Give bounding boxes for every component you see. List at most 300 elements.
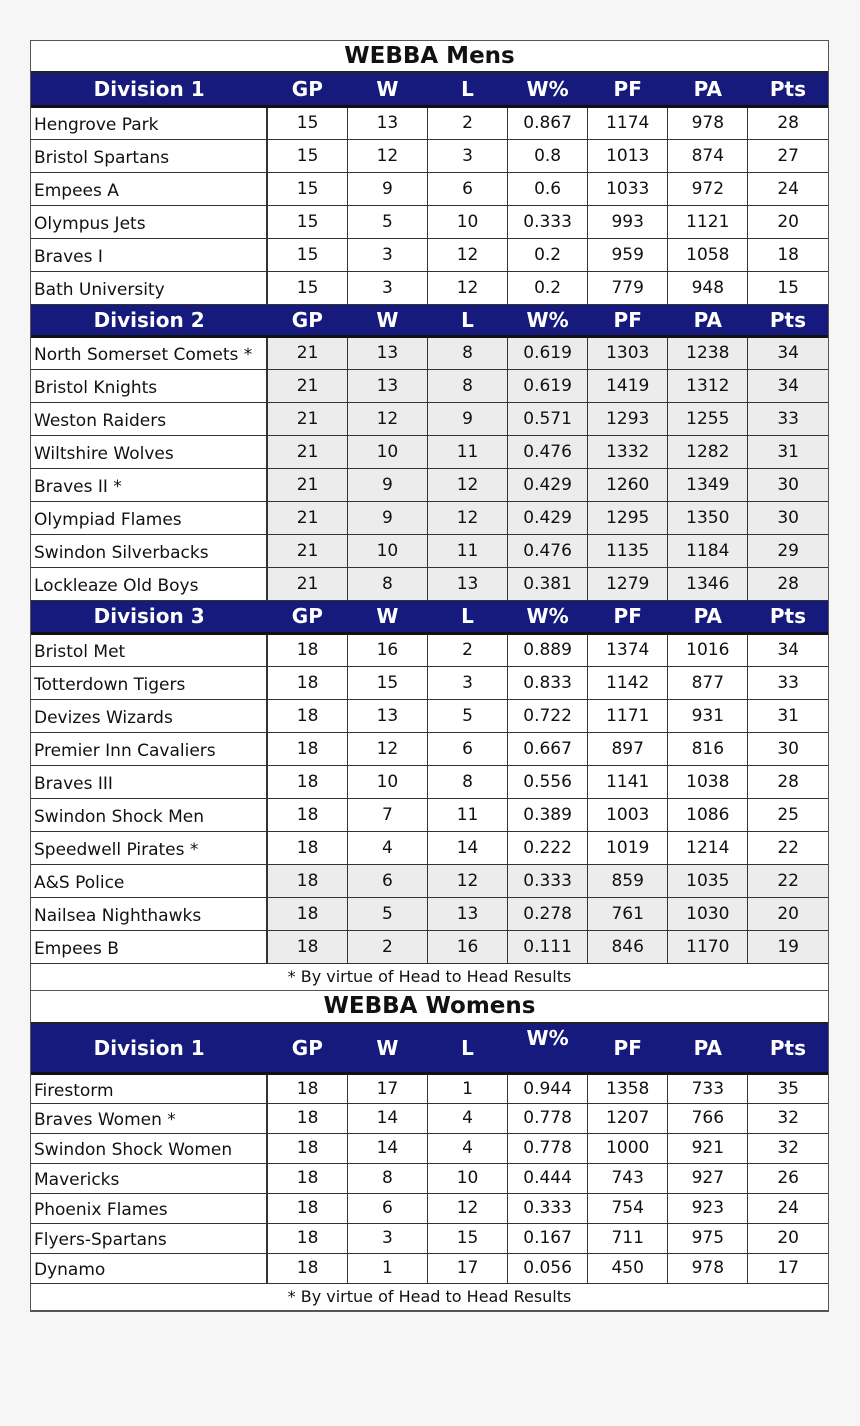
stat-cell: 10 — [347, 534, 427, 567]
stat-cell: 0.6 — [508, 172, 588, 205]
stat-cell: 978 — [668, 106, 748, 139]
column-header: PF — [588, 1023, 668, 1073]
stat-cell: 17 — [347, 1073, 427, 1103]
column-header: PA — [668, 600, 748, 633]
stat-cell: 30 — [748, 468, 828, 501]
stat-cell: 26 — [748, 1163, 828, 1193]
stat-cell: 0.833 — [508, 666, 588, 699]
table-row — [31, 666, 828, 699]
stat-cell: 1282 — [668, 435, 748, 468]
stat-cell: 34 — [748, 633, 828, 666]
stat-cell: 15 — [267, 106, 347, 139]
stat-cell: 25 — [748, 798, 828, 831]
column-header: PA — [668, 72, 748, 106]
stat-cell: 1184 — [668, 534, 748, 567]
stat-cell: 21 — [267, 567, 347, 600]
stat-cell: 733 — [668, 1073, 748, 1103]
column-header: W — [347, 72, 427, 106]
table-row — [31, 534, 828, 567]
stat-cell: 18 — [267, 1253, 347, 1283]
table-row — [31, 699, 828, 732]
mens-title-row — [31, 41, 828, 72]
stat-cell: 9 — [347, 501, 427, 534]
team-name: Totterdown Tigers — [31, 666, 267, 699]
stat-cell: 14 — [347, 1103, 427, 1133]
team-name: Hengrove Park — [31, 106, 267, 139]
table-row — [31, 633, 828, 666]
table-row — [31, 567, 828, 600]
stat-cell: 1303 — [588, 336, 668, 369]
stat-cell: 22 — [748, 864, 828, 897]
column-header: PF — [588, 72, 668, 106]
column-header: L — [427, 600, 507, 633]
stat-cell: 15 — [267, 139, 347, 172]
stat-cell: 4 — [427, 1133, 507, 1163]
stat-cell: 1142 — [588, 666, 668, 699]
division-label: Division 3 — [31, 600, 267, 633]
stat-cell: 754 — [588, 1193, 668, 1223]
table-row — [31, 435, 828, 468]
table-row — [31, 468, 828, 501]
column-header: GP — [267, 304, 347, 336]
table-row — [31, 501, 828, 534]
stat-cell: 1019 — [588, 831, 668, 864]
stat-cell: 4 — [427, 1103, 507, 1133]
stat-cell: 21 — [267, 336, 347, 369]
column-header: GP — [267, 1023, 347, 1073]
stat-cell: 0.167 — [508, 1223, 588, 1253]
stat-cell: 18 — [267, 1223, 347, 1253]
stat-cell: 1016 — [668, 633, 748, 666]
stat-cell: 18 — [267, 1133, 347, 1163]
standings-table — [31, 41, 828, 1311]
stat-cell: 0.333 — [508, 205, 588, 238]
stat-cell: 16 — [347, 633, 427, 666]
stat-cell: 27 — [748, 139, 828, 172]
column-header: PA — [668, 1023, 748, 1073]
stat-cell: 12 — [427, 1193, 507, 1223]
stat-cell: 17 — [748, 1253, 828, 1283]
stat-cell: 959 — [588, 238, 668, 271]
stat-cell: 13 — [427, 567, 507, 600]
stat-cell: 711 — [588, 1223, 668, 1253]
stat-cell: 15 — [267, 205, 347, 238]
stat-cell: 9 — [347, 468, 427, 501]
stat-cell: 8 — [427, 369, 507, 402]
stat-cell: 0.778 — [508, 1103, 588, 1133]
team-name: Braves II * — [31, 468, 267, 501]
team-name: Mavericks — [31, 1163, 267, 1193]
stat-cell: 0.222 — [508, 831, 588, 864]
stat-cell: 3 — [427, 139, 507, 172]
stat-cell: 31 — [748, 435, 828, 468]
table-row — [31, 1133, 828, 1163]
stat-cell: 3 — [347, 1223, 427, 1253]
team-name: Olympus Jets — [31, 205, 267, 238]
stat-cell: 859 — [588, 864, 668, 897]
stat-cell: 1030 — [668, 897, 748, 930]
table-row — [31, 271, 828, 304]
division-label: Division 1 — [31, 1023, 267, 1073]
column-header: W — [347, 600, 427, 633]
stat-cell: 29 — [748, 534, 828, 567]
column-header: L — [427, 304, 507, 336]
table-row — [31, 864, 828, 897]
stat-cell: 0.333 — [508, 1193, 588, 1223]
footnote: * By virtue of Head to Head Results — [31, 963, 828, 990]
stat-cell: 1141 — [588, 765, 668, 798]
stat-cell: 2 — [427, 633, 507, 666]
stat-cell: 923 — [668, 1193, 748, 1223]
team-name: Empees A — [31, 172, 267, 205]
stat-cell: 0.476 — [508, 534, 588, 567]
division-header-row — [31, 1023, 828, 1073]
column-header: PA — [668, 304, 748, 336]
team-name: North Somerset Comets * — [31, 336, 267, 369]
stat-cell: 17 — [427, 1253, 507, 1283]
stat-cell: 0.867 — [508, 106, 588, 139]
team-name: Firestorm — [31, 1073, 267, 1103]
stat-cell: 21 — [267, 435, 347, 468]
column-header: GP — [267, 72, 347, 106]
stat-cell: 0.429 — [508, 468, 588, 501]
stat-cell: 9 — [427, 402, 507, 435]
team-name: Lockleaze Old Boys — [31, 567, 267, 600]
stat-cell: 19 — [748, 930, 828, 963]
stat-cell: 5 — [427, 699, 507, 732]
stat-cell: 28 — [748, 106, 828, 139]
stat-cell: 0.556 — [508, 765, 588, 798]
stat-cell: 5 — [347, 205, 427, 238]
stat-cell: 18 — [267, 1163, 347, 1193]
stat-cell: 0.619 — [508, 336, 588, 369]
stat-cell: 18 — [267, 1193, 347, 1223]
stat-cell: 1346 — [668, 567, 748, 600]
stat-cell: 13 — [347, 699, 427, 732]
stat-cell: 18 — [267, 864, 347, 897]
stat-cell: 18 — [267, 1103, 347, 1133]
stat-cell: 0.389 — [508, 798, 588, 831]
column-header: L — [427, 1023, 507, 1073]
table-row — [31, 402, 828, 435]
stat-cell: 21 — [267, 468, 347, 501]
stat-cell: 12 — [347, 139, 427, 172]
stat-cell: 8 — [427, 336, 507, 369]
stat-cell: 1293 — [588, 402, 668, 435]
stat-cell: 31 — [748, 699, 828, 732]
team-name: Swindon Silverbacks — [31, 534, 267, 567]
table-row — [31, 798, 828, 831]
division-label: Division 1 — [31, 72, 267, 106]
column-header: Pts — [748, 1023, 828, 1073]
table-row — [31, 238, 828, 271]
stat-cell: 12 — [427, 271, 507, 304]
stat-cell: 18 — [267, 798, 347, 831]
stat-cell: 30 — [748, 732, 828, 765]
stat-cell: 33 — [748, 666, 828, 699]
stat-cell: 13 — [347, 336, 427, 369]
stat-cell: 9 — [347, 172, 427, 205]
table-row — [31, 106, 828, 139]
stat-cell: 4 — [347, 831, 427, 864]
stat-cell: 0.333 — [508, 864, 588, 897]
stat-cell: 15 — [267, 172, 347, 205]
stat-cell: 12 — [427, 864, 507, 897]
stat-cell: 12 — [427, 238, 507, 271]
stat-cell: 12 — [347, 402, 427, 435]
column-header: Pts — [748, 600, 828, 633]
section-title: WEBBA Womens — [31, 990, 828, 1023]
table-row — [31, 897, 828, 930]
column-header: W% — [508, 600, 588, 633]
stat-cell: 1013 — [588, 139, 668, 172]
stat-cell: 1419 — [588, 369, 668, 402]
team-name: Bristol Met — [31, 633, 267, 666]
stat-cell: 927 — [668, 1163, 748, 1193]
stat-cell: 18 — [267, 633, 347, 666]
footnote-row — [31, 1283, 828, 1310]
team-name: Phoenix Flames — [31, 1193, 267, 1223]
column-header: Pts — [748, 304, 828, 336]
stat-cell: 0.2 — [508, 271, 588, 304]
stat-cell: 18 — [748, 238, 828, 271]
stat-cell: 2 — [427, 106, 507, 139]
division-header-row — [31, 72, 828, 106]
team-name: Bristol Knights — [31, 369, 267, 402]
team-name: Empees B — [31, 930, 267, 963]
stat-cell: 1358 — [588, 1073, 668, 1103]
stat-cell: 18 — [267, 732, 347, 765]
stat-cell: 1033 — [588, 172, 668, 205]
stat-cell: 15 — [427, 1223, 507, 1253]
stat-cell: 1238 — [668, 336, 748, 369]
stat-cell: 34 — [748, 369, 828, 402]
team-name: Flyers-Spartans — [31, 1223, 267, 1253]
stat-cell: 13 — [427, 897, 507, 930]
team-name: Swindon Shock Men — [31, 798, 267, 831]
stat-cell: 1170 — [668, 930, 748, 963]
team-name: A&S Police — [31, 864, 267, 897]
stat-cell: 1332 — [588, 435, 668, 468]
stat-cell: 32 — [748, 1133, 828, 1163]
stat-cell: 1058 — [668, 238, 748, 271]
stat-cell: 450 — [588, 1253, 668, 1283]
stat-cell: 1000 — [588, 1133, 668, 1163]
stat-cell: 877 — [668, 666, 748, 699]
stat-cell: 0.278 — [508, 897, 588, 930]
womens-title-row — [31, 990, 828, 1023]
table-row — [31, 930, 828, 963]
stat-cell: 3 — [427, 666, 507, 699]
stat-cell: 15 — [267, 271, 347, 304]
stat-cell: 1260 — [588, 468, 668, 501]
stat-cell: 14 — [427, 831, 507, 864]
stat-cell: 1135 — [588, 534, 668, 567]
stat-cell: 18 — [267, 666, 347, 699]
team-name: Premier Inn Cavaliers — [31, 732, 267, 765]
table-row — [31, 765, 828, 798]
stat-cell: 0.944 — [508, 1073, 588, 1103]
stat-cell: 10 — [347, 435, 427, 468]
stat-cell: 1255 — [668, 402, 748, 435]
column-header: PF — [588, 304, 668, 336]
stat-cell: 8 — [427, 765, 507, 798]
stat-cell: 24 — [748, 172, 828, 205]
stat-cell: 0.429 — [508, 501, 588, 534]
stat-cell: 816 — [668, 732, 748, 765]
stat-cell: 0.056 — [508, 1253, 588, 1283]
stat-cell: 10 — [427, 1163, 507, 1193]
column-header: W% — [508, 304, 588, 336]
team-name: Swindon Shock Women — [31, 1133, 267, 1163]
stat-cell: 15 — [267, 238, 347, 271]
stat-cell: 1 — [347, 1253, 427, 1283]
table-row — [31, 172, 828, 205]
stat-cell: 931 — [668, 699, 748, 732]
stat-cell: 972 — [668, 172, 748, 205]
stat-cell: 21 — [267, 534, 347, 567]
team-name: Bath University — [31, 271, 267, 304]
stat-cell: 13 — [347, 369, 427, 402]
stat-cell: 0.111 — [508, 930, 588, 963]
stat-cell: 1171 — [588, 699, 668, 732]
stat-cell: 8 — [347, 1163, 427, 1193]
stat-cell: 1295 — [588, 501, 668, 534]
stat-cell: 1174 — [588, 106, 668, 139]
stat-cell: 921 — [668, 1133, 748, 1163]
table-row — [31, 336, 828, 369]
stat-cell: 18 — [267, 897, 347, 930]
stat-cell: 7 — [347, 798, 427, 831]
stat-cell: 743 — [588, 1163, 668, 1193]
stat-cell: 779 — [588, 271, 668, 304]
stat-cell: 15 — [748, 271, 828, 304]
stat-cell: 28 — [748, 765, 828, 798]
stat-cell: 0.8 — [508, 139, 588, 172]
stat-cell: 10 — [347, 765, 427, 798]
stat-cell: 846 — [588, 930, 668, 963]
team-name: Devizes Wizards — [31, 699, 267, 732]
stat-cell: 21 — [267, 402, 347, 435]
table-row — [31, 205, 828, 238]
stat-cell: 0.444 — [508, 1163, 588, 1193]
footnote: * By virtue of Head to Head Results — [31, 1283, 828, 1310]
stat-cell: 766 — [668, 1103, 748, 1133]
standings-sheet — [30, 40, 829, 1312]
stat-cell: 30 — [748, 501, 828, 534]
stat-cell: 18 — [267, 831, 347, 864]
column-header: PF — [588, 600, 668, 633]
table-row — [31, 369, 828, 402]
stat-cell: 0.667 — [508, 732, 588, 765]
stat-cell: 993 — [588, 205, 668, 238]
stat-cell: 897 — [588, 732, 668, 765]
stat-cell: 948 — [668, 271, 748, 304]
stat-cell: 18 — [267, 699, 347, 732]
stat-cell: 15 — [347, 666, 427, 699]
stat-cell: 1035 — [668, 864, 748, 897]
table-row — [31, 831, 828, 864]
stat-cell: 12 — [427, 501, 507, 534]
team-name: Olympiad Flames — [31, 501, 267, 534]
stat-cell: 20 — [748, 205, 828, 238]
stat-cell: 978 — [668, 1253, 748, 1283]
team-name: Nailsea Nighthawks — [31, 897, 267, 930]
stat-cell: 12 — [347, 732, 427, 765]
stat-cell: 1207 — [588, 1103, 668, 1133]
stat-cell: 975 — [668, 1223, 748, 1253]
stat-cell: 21 — [267, 501, 347, 534]
stat-cell: 21 — [267, 369, 347, 402]
stat-cell: 24 — [748, 1193, 828, 1223]
table-row — [31, 1223, 828, 1253]
stat-cell: 18 — [267, 1073, 347, 1103]
stat-cell: 32 — [748, 1103, 828, 1133]
table-row — [31, 732, 828, 765]
section-title: WEBBA Mens — [31, 41, 828, 72]
stat-cell: 20 — [748, 1223, 828, 1253]
team-name: Speedwell Pirates * — [31, 831, 267, 864]
stat-cell: 0.476 — [508, 435, 588, 468]
stat-cell: 33 — [748, 402, 828, 435]
table-row — [31, 139, 828, 172]
stat-cell: 1086 — [668, 798, 748, 831]
stat-cell: 8 — [347, 567, 427, 600]
stat-cell: 1374 — [588, 633, 668, 666]
stat-cell: 18 — [267, 765, 347, 798]
division-label: Division 2 — [31, 304, 267, 336]
team-name: Braves I — [31, 238, 267, 271]
table-row — [31, 1103, 828, 1133]
division-header-row — [31, 304, 828, 336]
stat-cell: 1312 — [668, 369, 748, 402]
stat-cell: 11 — [427, 435, 507, 468]
stat-cell: 11 — [427, 534, 507, 567]
stat-cell: 10 — [427, 205, 507, 238]
column-header: W — [347, 304, 427, 336]
team-name: Braves III — [31, 765, 267, 798]
stat-cell: 6 — [347, 1193, 427, 1223]
stat-cell: 1279 — [588, 567, 668, 600]
stat-cell: 12 — [427, 468, 507, 501]
stat-cell: 14 — [347, 1133, 427, 1163]
stat-cell: 1121 — [668, 205, 748, 238]
stat-cell: 20 — [748, 897, 828, 930]
table-row — [31, 1073, 828, 1103]
column-header: W% — [508, 1023, 588, 1073]
stat-cell: 3 — [347, 271, 427, 304]
team-name: Weston Raiders — [31, 402, 267, 435]
column-header: L — [427, 72, 507, 106]
stat-cell: 16 — [427, 930, 507, 963]
stat-cell: 5 — [347, 897, 427, 930]
team-name: Braves Women * — [31, 1103, 267, 1133]
stat-cell: 3 — [347, 238, 427, 271]
stat-cell: 11 — [427, 798, 507, 831]
division-header-row — [31, 600, 828, 633]
stat-cell: 22 — [748, 831, 828, 864]
stat-cell: 1349 — [668, 468, 748, 501]
stat-cell: 35 — [748, 1073, 828, 1103]
table-row — [31, 1253, 828, 1283]
stat-cell: 6 — [347, 864, 427, 897]
stat-cell: 6 — [427, 172, 507, 205]
stat-cell: 1350 — [668, 501, 748, 534]
stat-cell: 0.571 — [508, 402, 588, 435]
stat-cell: 6 — [427, 732, 507, 765]
column-header: GP — [267, 600, 347, 633]
stat-cell: 0.889 — [508, 633, 588, 666]
